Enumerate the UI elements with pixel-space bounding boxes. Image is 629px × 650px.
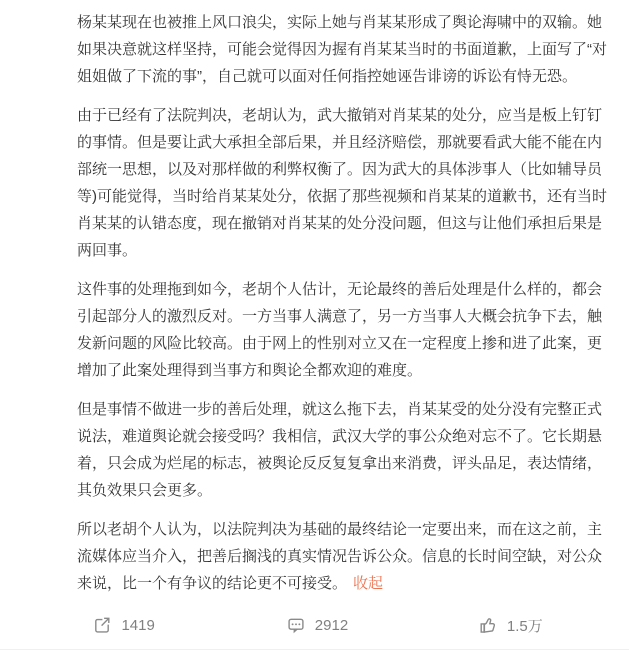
thumbs-up-icon: [478, 615, 498, 635]
paragraph: [77, 516, 608, 597]
action-bar: [0, 610, 629, 640]
paragraph: 但是事情不做进一步的善后处理，就这么拖下去，肖某某受的处分没有完整正式说法，难道舆论就会接受吗？我相信，武汉大学的事公众绝对忘不了。它长期悬着，只会成为烂尾的标志，被舆论反反复复拿出来消费，评头品足，表达情绪，其负效果只会更多。: [77, 401, 603, 499]
comment-count: 2912: [314, 616, 349, 634]
like-count: 1.5万: [506, 617, 543, 635]
repost-count: 1419: [121, 616, 155, 634]
collapse-link[interactable]: 收起: [353, 575, 384, 592]
comment-icon: [286, 615, 306, 635]
paragraph: 由于已经有了法院判决，老胡认为，武大撤销对肖某某的处分，应当是板上钉钉的事情。但是要让武大承担全部后果，并且经济赔偿，那就要看武大能不能在内部统一思想，以及对那样做的利弊权衡了。因为武大的具体涉事人（比如辅导员等)可能觉得，当时给肖某某处分，依据了那些视频和肖某某的道歉书，还有当时肖某某的认错态度，现在撤销对肖某某的处分没问题，但这与让他们承担后果是两回事。: [77, 107, 607, 259]
repost-icon: [92, 615, 112, 635]
comment-button[interactable]: [220, 615, 413, 635]
paragraph: 杨某某现在也被推上风口浪尖，实际上她与肖某某形成了舆论海啸中的双输。她如果决意就这样坚持，可能会觉得因为握有肖某某当时的书面道歉，上面写了“对姐姐做了下流的事”，自己就可以面对任何指控她诬告诽谤的诉讼有恃无恐。: [77, 14, 607, 85]
repost-button[interactable]: [27, 615, 220, 635]
paragraph-text: 所以老胡个人认为，以法院判决为基础的最终结论一定要出来，而在这之前，主流媒体应当介入，把善后搁浅的真实情况告诉公众。信息的长时间空缺，对公众来说，比一个有争议的结论更不可接受。: [77, 521, 603, 592]
paragraph: 这件事的处理拖到如今，老胡个人估计，无论最终的善后处理是什么样的，都会引起部分人的激烈反对。一方当事人满意了，另一方当事人大概会抗争下去，触发新问题的风险比较高。由于网上的性别对立又在一定程度上掺和进了此案，更增加了此案处理得到当事方和舆论全都欢迎的难度。: [77, 281, 603, 379]
